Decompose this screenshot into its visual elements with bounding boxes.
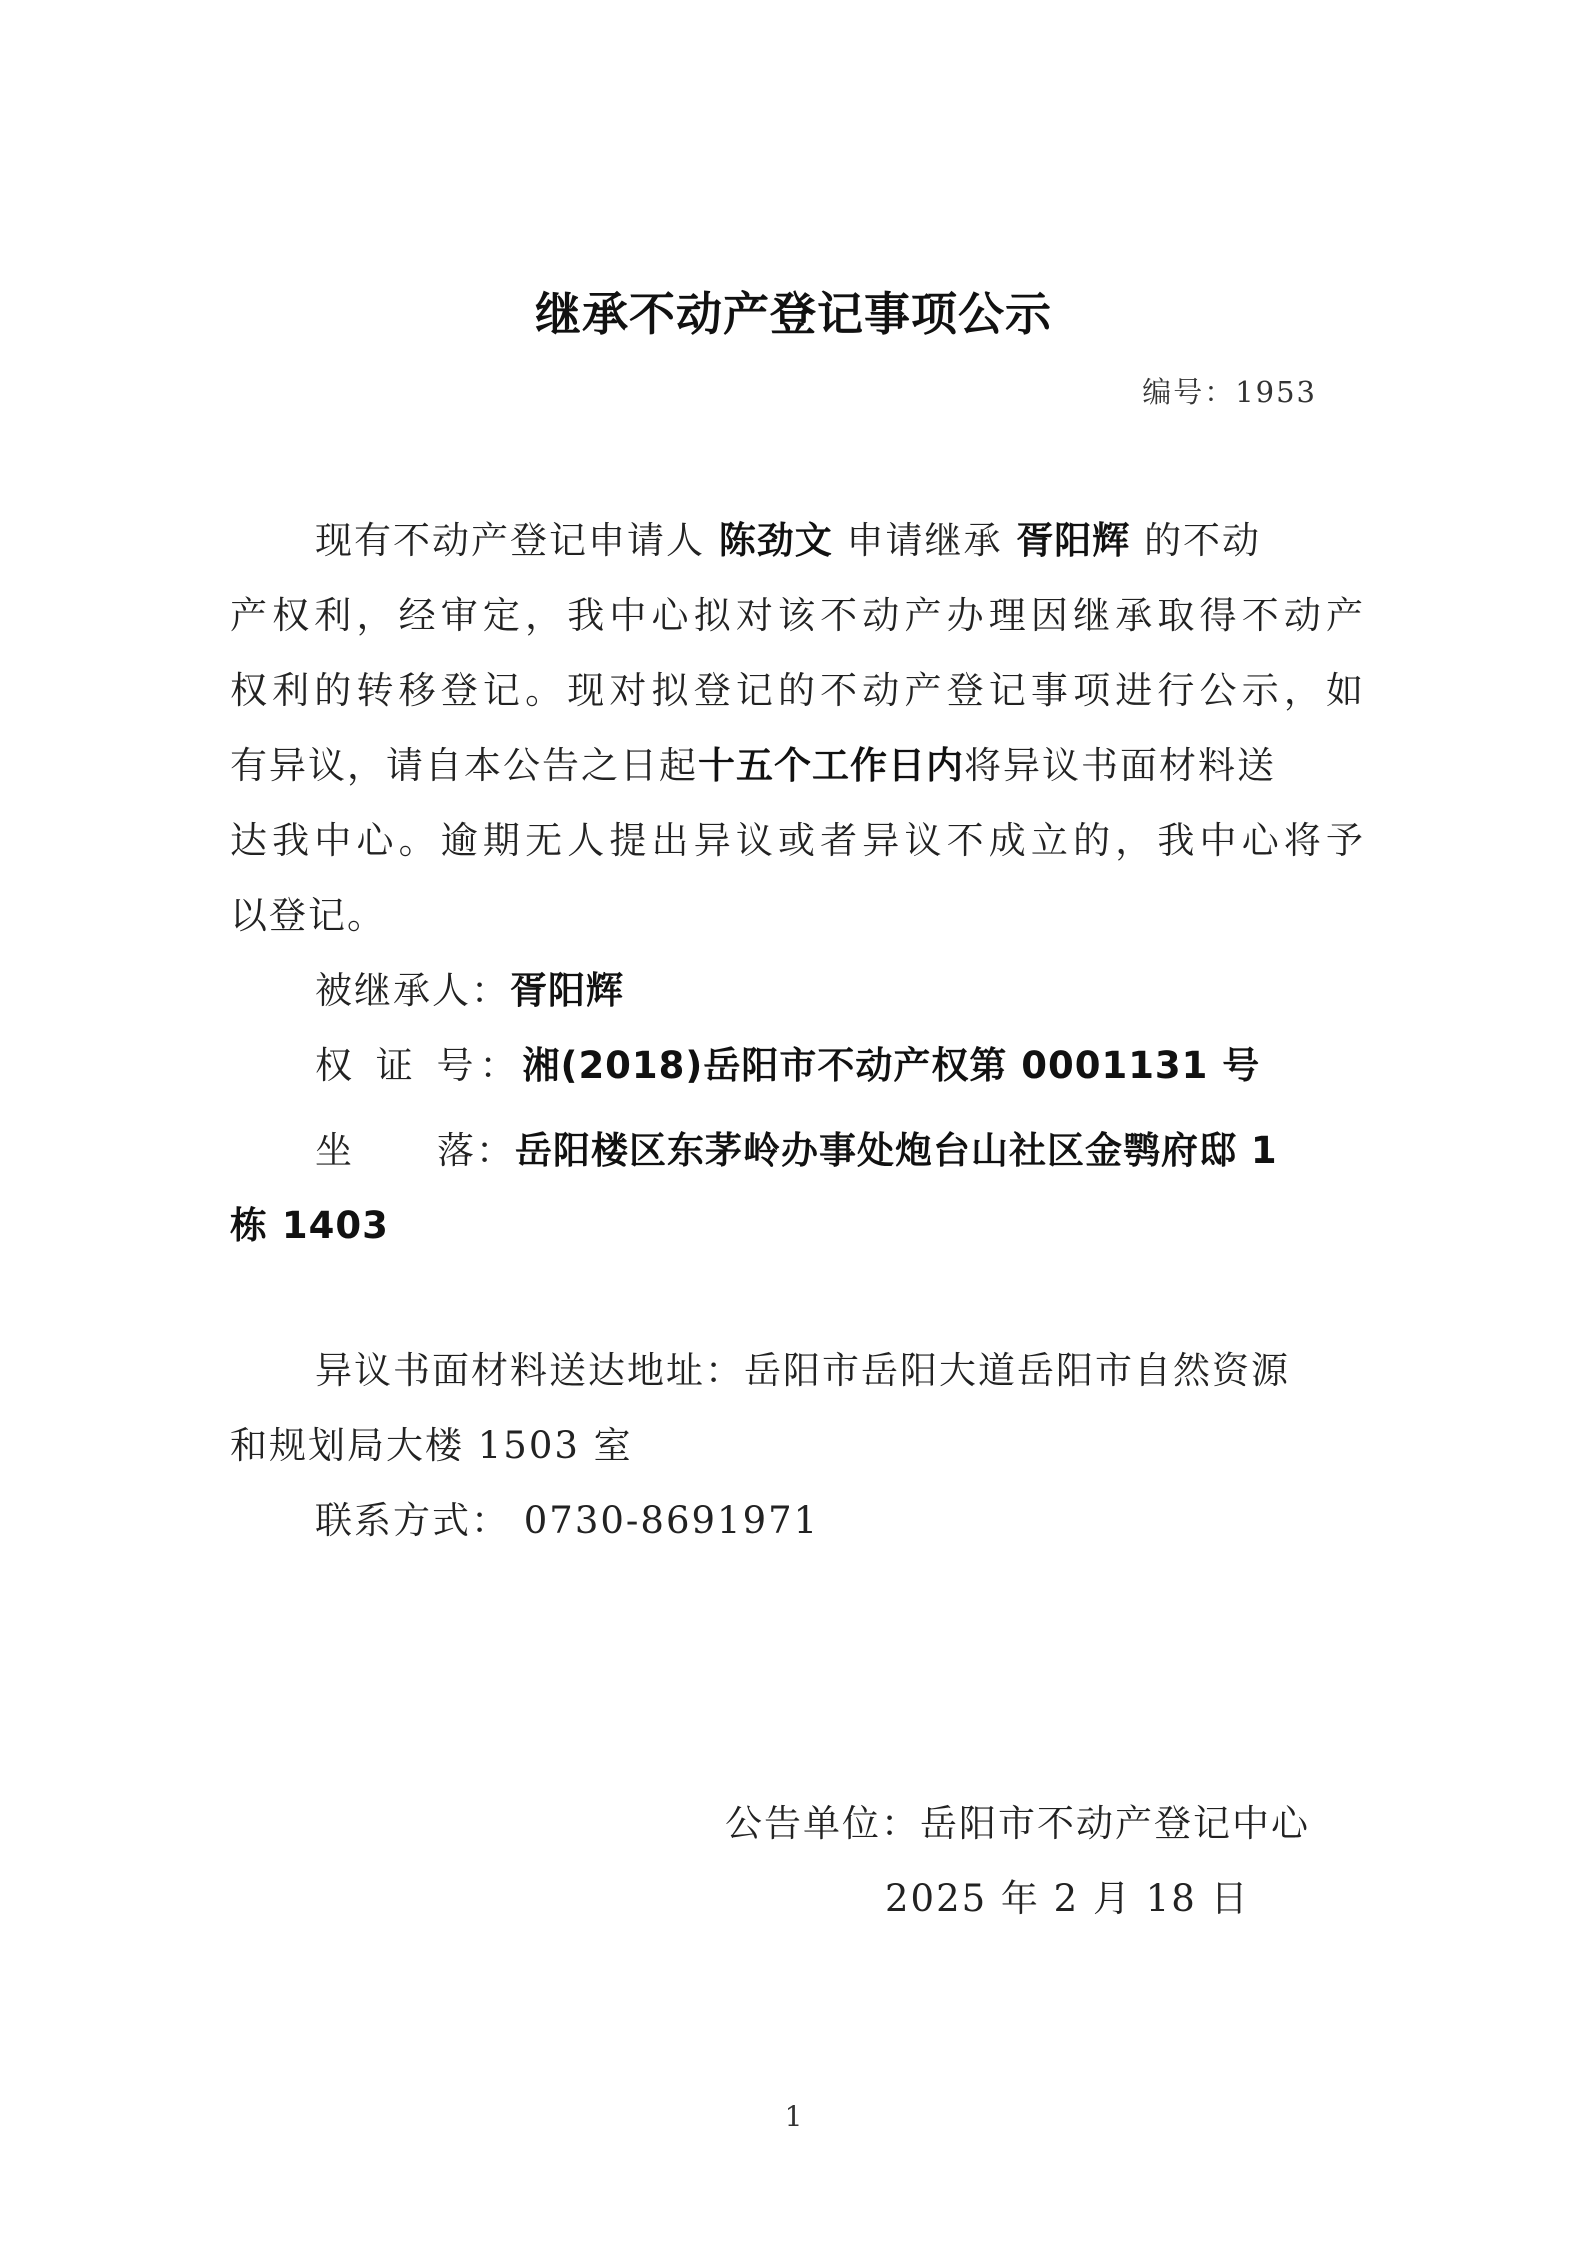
text: 异议书面材料送达地址：岳阳市岳阳大道岳阳市自然资源	[315, 1349, 1290, 1392]
text: 现有不动产登记申请人	[315, 519, 705, 562]
issuer-line	[725, 1802, 1310, 1845]
certificate-label: 权 证 号：	[315, 1044, 523, 1087]
certificate-value: 湘(2018)岳阳市不动产权第 0001131 号	[522, 1044, 1261, 1087]
text: 和规划局大楼 1503 室	[230, 1424, 633, 1467]
paragraph-line-5	[230, 819, 1365, 862]
location-label-1: 坐	[315, 1129, 354, 1172]
text: 达我中心。逾期无人提出异议或者异议不成立的，我中心将予	[230, 819, 1365, 862]
text: 权利的转移登记。现对拟登记的不动产登记事项进行公示，如	[230, 669, 1365, 712]
text: 申请继承	[846, 519, 1003, 562]
location-label-2: 落：	[437, 1129, 515, 1172]
contact-line	[315, 1499, 820, 1542]
text: 产权利，经审定，我中心拟对该不动产办理因继承取得不动产	[230, 594, 1365, 637]
paragraph-line-2	[230, 594, 1365, 637]
document-title: 继承不动产登记事项公示	[535, 287, 1052, 341]
contact-text: 联系方式： 0730-8691971	[315, 1499, 820, 1542]
location-row	[315, 1129, 1278, 1172]
location-value-cont: 栋 1403	[230, 1204, 389, 1247]
heir-value: 胥阳辉	[510, 969, 624, 1012]
deadline-text: 十五个工作日内	[698, 744, 964, 787]
page-number: 1	[784, 2100, 803, 2133]
paragraph-line-4	[230, 744, 1276, 787]
certificate-row	[315, 1044, 1261, 1087]
issuer-text: 公告单位：岳阳市不动产登记中心	[725, 1802, 1310, 1845]
objection-address-line-2	[230, 1424, 633, 1467]
text: 的不动	[1144, 519, 1262, 562]
heir-label: 被继承人：	[315, 969, 510, 1012]
text: 有异议，请自本公告之日起	[230, 744, 698, 787]
date-line	[885, 1877, 1250, 1920]
objection-address-line-1	[315, 1349, 1290, 1392]
paragraph-line-3	[230, 669, 1365, 712]
heir-row	[315, 969, 624, 1012]
decedent-name: 胥阳辉	[1016, 519, 1131, 562]
text: 将异议书面材料送	[964, 744, 1276, 787]
paragraph-line-6	[230, 894, 386, 937]
paragraph-line-1	[315, 519, 1262, 562]
document-number: 编号：1953	[1142, 375, 1317, 409]
applicant-name: 陈劲文	[718, 519, 833, 562]
text: 以登记。	[230, 894, 386, 937]
date-text: 2025 年 2 月 18 日	[885, 1877, 1250, 1920]
location-row-cont	[230, 1204, 389, 1247]
location-value: 岳阳楼区东茅岭办事处炮台山社区金鹗府邸 1	[515, 1129, 1278, 1172]
